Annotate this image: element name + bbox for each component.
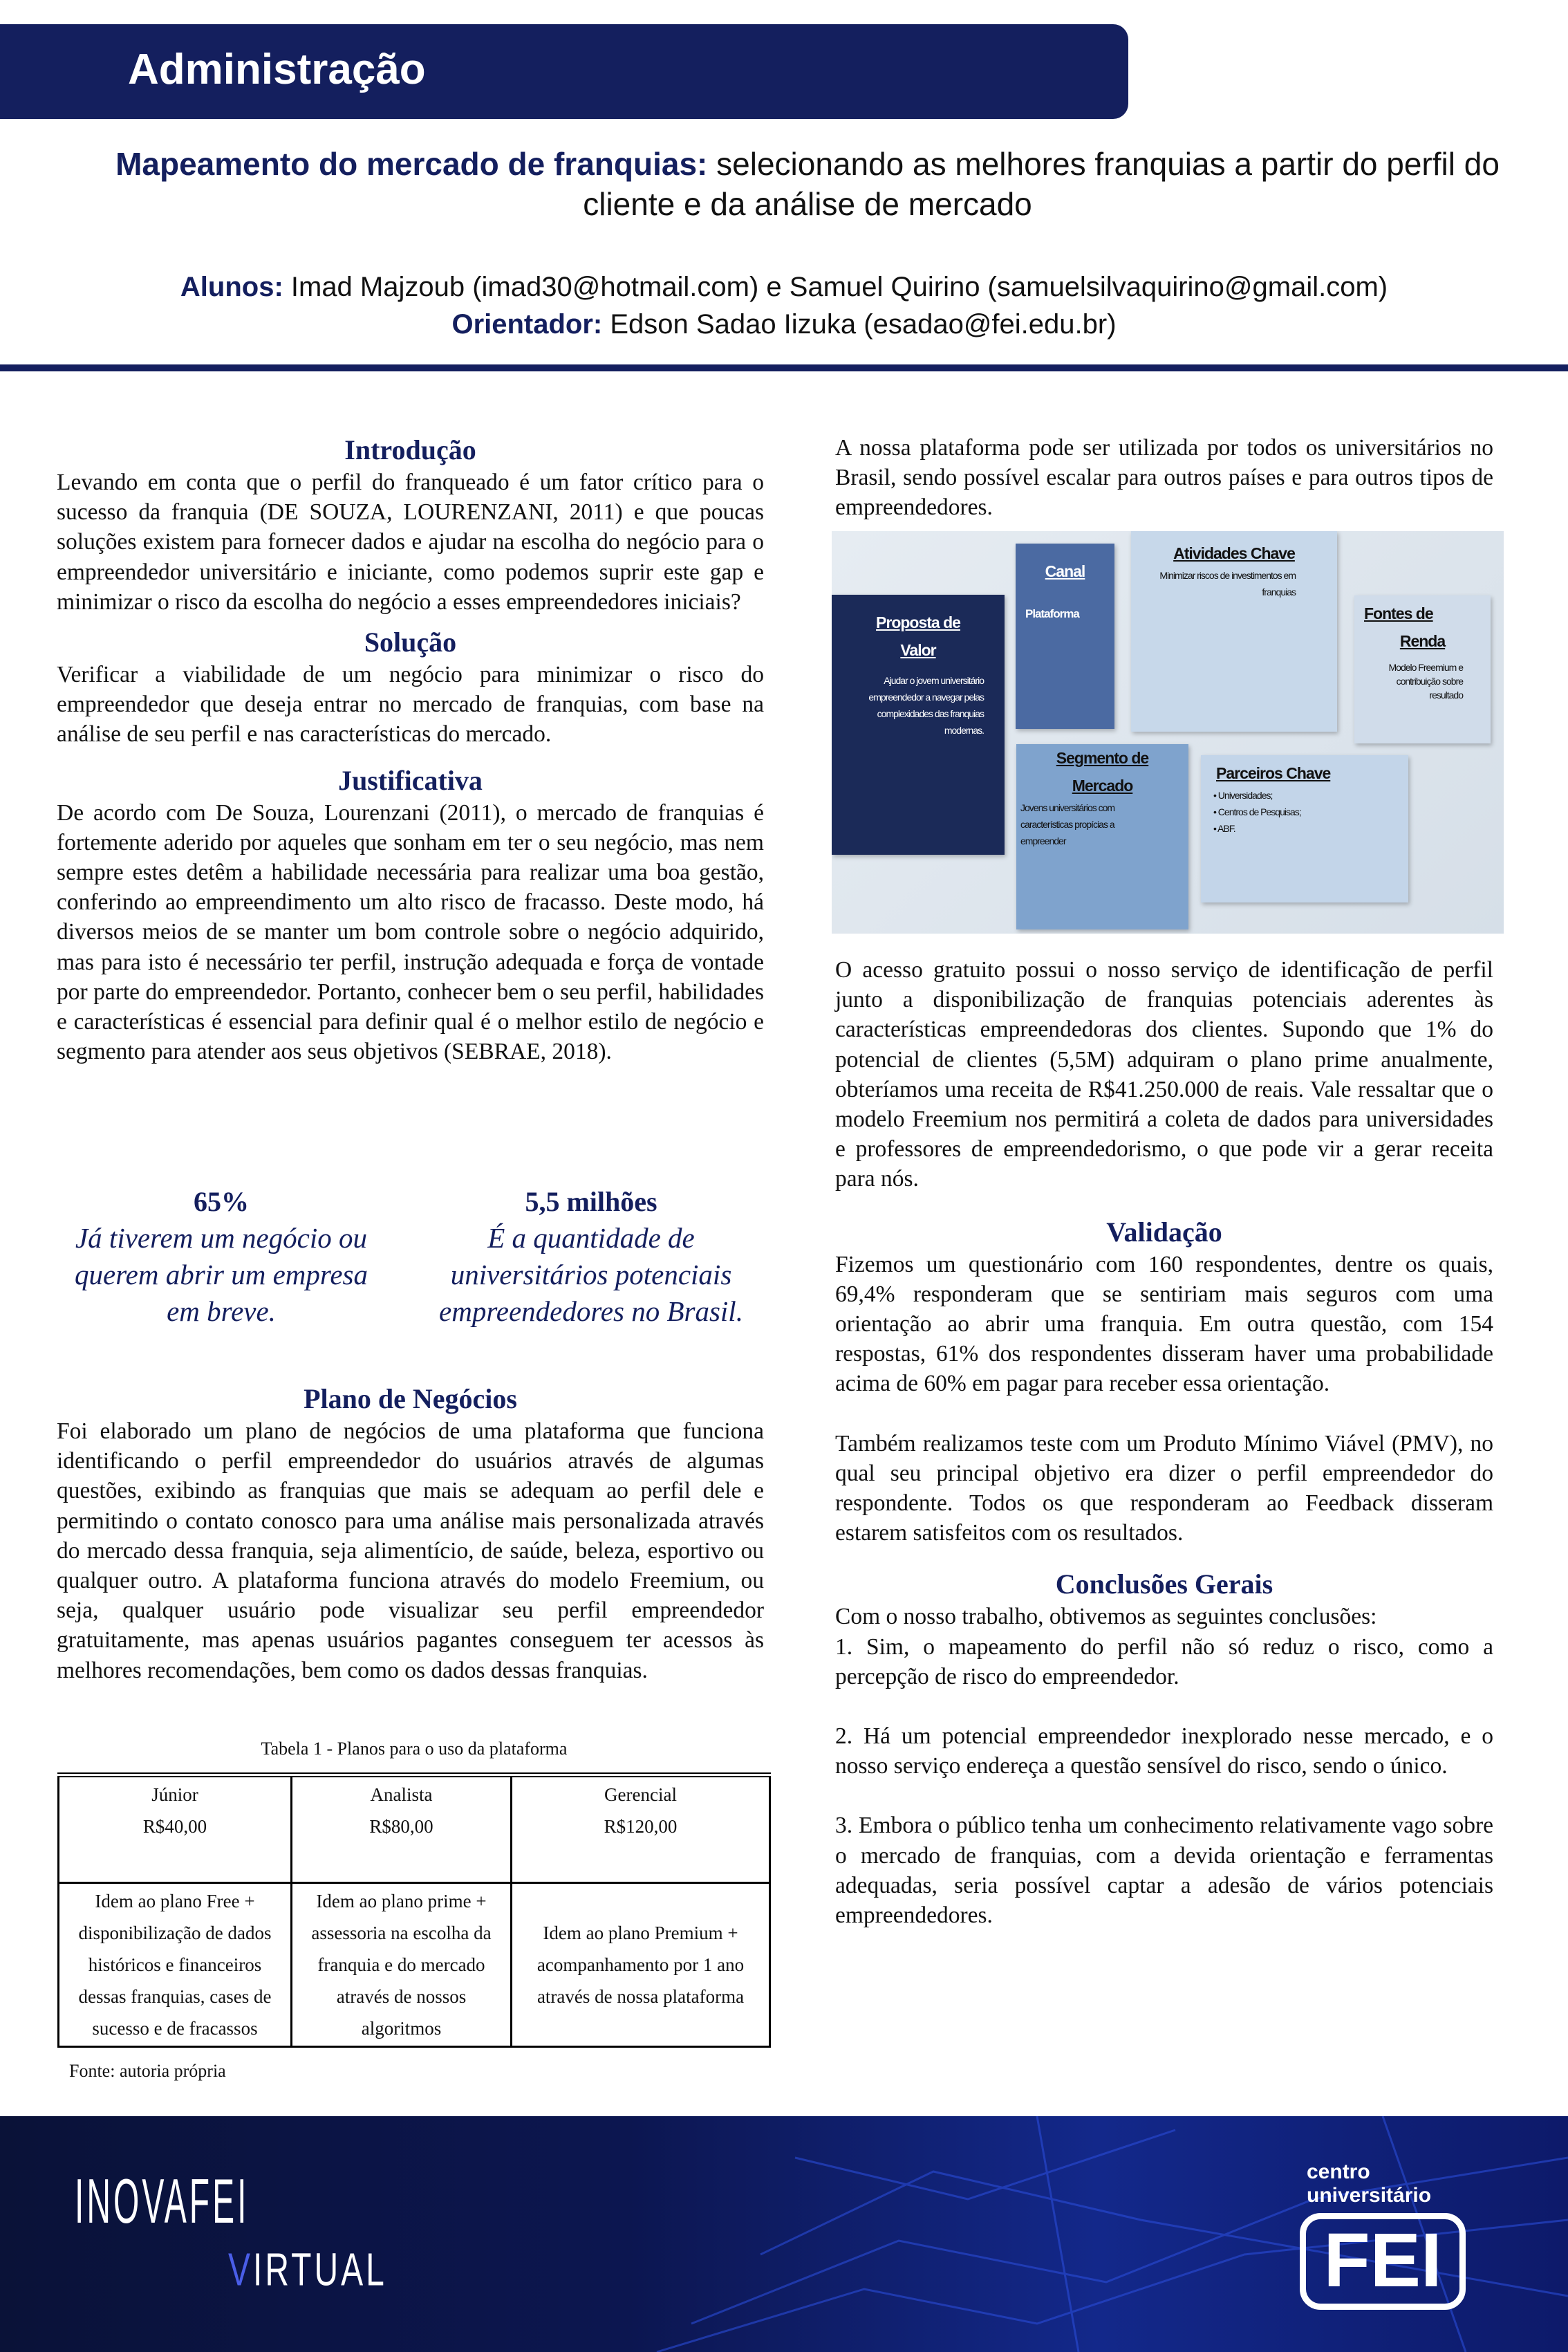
plano-text: Foi elaborado um plano de negócios de uma plataforma que funciona identificando o perfil empreendedor do usuários através de algumas questões, exibindo as franquias que mais se adequam ao perfil dele e permitindo o contato conosco para uma análise mais personalizada através do mercado dessa franquia, seja alimentício, de saúde, beleza, esportivo ou qualquer outro. A plataforma funciona através do modelo Freemium, ou seja, qualquer usuário pode visualizar seu perfil empreendedor gratuitamente, mas apenas usuários pagantes conseguem ter acessos às melhores recomendações, bem como os dados dessas franquias. [57,1418,764,1683]
fei-logo-caption: centro universitário [1307,2160,1432,2207]
heading-solucao: Solução [364,627,457,658]
area-header [0,24,1128,119]
plano-section [57,1382,764,1685]
table-caption: Tabela 1 - Planos para o uso da plataforma [261,1739,568,1759]
right-intro: A nossa plataforma pode ser utilizada por todos os universitários no Brasil, sendo possível escalar para outros países e para outros tipos de empreendedores. [835,435,1493,521]
plan-desc: Idem ao plano Premium + acompanhamento por 1 ano através de nossa plataforma [512,1883,770,2047]
card-fontes-renda: Fontes de Renda Modelo Freemium e contribuição sobre resultado [1354,595,1491,743]
left-column [57,433,764,1066]
justificativa-text: De acordo com De Souza, Lourenzani (2011), o mercado de franquias é fortemente aderido por aqueles que sonham em ter o seu negócio, mas nem sempre estes detêm a habilidade necessária para realizar uma boa gestão, conferindo ao empreendimento um alto risco de fracasso. Deste modo, há diversos meios de se manter um bom controle sobre o negócio adquirido, mas para isto é necessário ter perfil, instrução adequada e força de vontade por parte do empreendedor. Portanto, conhecer bem o seu perfil, habilidades e características é essencial para definir qual é o melhor estilo de negócio e segmento para atender aos seus objetivos (SEBRAE, 2018). [57,799,764,1065]
plan-header: Analista R$80,00 [292,1775,512,1883]
virtual-logo: VIRTUAL [228,2244,387,2296]
business-model-canvas-image [832,531,1504,934]
card-proposta-valor: Proposta de Valor Ajudar o jovem universitário empreendedor a navegar pelas complexidades das franquias modernas. [832,595,1005,855]
validacao-text-1: Fizemos um questionário com 160 respondentes, dentre os quais, 69,4% responderam que se sentiriam mais seguros com uma orientação ao abrir uma franquia. Em outra questão, com 154 respostas, 61% dos respondentes disseram haver uma probabilidade acima de 60% em pagar para receber essa orientação. [835,1251,1493,1397]
conclusion-item: 1. Sim, o mapeamento do perfil não só reduz o risco, como a percepção de risco do empreendedor. [835,1633,1493,1689]
table-source: Fonte: autoria própria [69,2061,226,2081]
intro-text: Levando em conta que o perfil do franqueado é um fator crítico para o sucesso da franquia (DE SOUZA, LOURENZANI, 2011) e que poucas soluções existem para fornecer dados e ajudar na escolha do negócio para o empreendedor universitário e iniciante, como podemos suprir este gap e minimizar o risco da escolha do negócio a esses empreendedores iniciais? [57,470,764,615]
heading-validacao: Validação [1106,1216,1222,1248]
right-section: O acesso gratuito possui o nosso serviço de identificação de perfil junto a disponibilização de franquias potenciais aderentes às características empreendedoras dos clientes. Supondo que 1% do potencial de clientes (5,5M) adquiram o plano prime anualmente, obteríamos uma receita de R$41.250.000 de reais. Vale ressaltar que o modelo Freemium nos permitirá a coleta de dados para universidades e professores de empreendedorismo, o que pode vir a gerar receita para nós. Validação Fizemos um questionário com 160 respondentes, dentre os quais, 69,4% responderam que se sentiriam mais seguros com uma orientação ao abrir uma franquia. Em outra questão, com 154 respostas, 61% dos respondentes disseram haver uma probabilidade acima de 60% em pagar para receber essa orientação. Também realizamos teste com um Produto Mínimo Viável (PMV), no qual seu principal objetivo era dizer o perfil empreendedor do respondente. Todos os que responderam ao Feedback disseram estarem satisfeitos com os resultados. Conclusões Gerais Com o nosso trabalho, obtivemos as seguintes conclusões: 1. Sim, o mapeamento do perfil não só reduz o risco, como a percepção de risco do empreendedor. 2. Há um potencial empreendedor inexplorado nesse mercado, e o nosso serviço endereça a questão sensível do risco, sendo o único. 3. Embora o público tenha um conhecimento relativamente vago sobre o mercado de franquias, com a devida orientação e ferramentas adequadas, seria possível captar a adesão de vários potenciais empreendedores. [835,955,1493,1930]
plans-table [57,1772,771,2048]
area-title: Administração [128,46,426,93]
heading-introducao: Introdução [344,434,476,465]
poster-title: Mapeamento do mercado de franquias: selecionando as melhores franquias a partir do perfil do cliente e da análise de mercado [115,146,1500,222]
stat-65: 65% Já tiverem um negócio ou querem abrir um empresa em breve. [75,1186,368,1327]
receita-text: O acesso gratuito possui o nosso serviço de identificação de perfil junto a disponibilização de franquias potenciais aderentes às características empreendedoras dos clientes. Supondo que 1% do potencial de clientes (5,5M) adquiram o plano prime anualmente, obteríamos uma receita de R$41.250.000 de reais. Vale ressaltar que o modelo Freemium nos permitirá a coleta de dados para universidades e professores de empreendedorismo, o que pode vir a gerar receita para nós. [835,957,1493,1192]
stat-5-5-milhoes: 5,5 milhões É a quantidade de universitários potenciais empreendedores no Brasil. [439,1186,743,1327]
card-parceiros-chave: Parceiros Chave • Universidades; • Centros de Pesquisas; • ABF. [1201,755,1408,902]
plan-header: Júnior R$40,00 [59,1775,292,1883]
fei-logo: FEI [1300,2213,1466,2310]
conclusion-item: 2. Há um potencial empreendedor inexplorado nesse mercado, e o nosso serviço endereça a questão sensível do risco, sendo o único. [835,1723,1493,1779]
footer-banner [0,2116,1568,2352]
plan-header: Gerencial R$120,00 [512,1775,770,1883]
card-atividades-chave: Atividades Chave Minimizar riscos de investimentos em franquias [1131,531,1337,732]
plan-desc: Idem ao plano Free + disponibilização de dados históricos e financeiros dessas franquias, cases de sucesso e de fracassos [59,1883,292,2047]
authors: Alunos: Imad Majzoub (imad30@hotmail.com) e Samuel Quirino (samuelsilvaquirino@gmail.com) Orientador: Edson Sadao Iizuka (esadao@fei.edu.br) [180,272,1388,340]
divider [0,364,1568,371]
inovafei-logo: INOVAFEI [75,2167,250,2237]
solucao-text: Verificar a viabilidade de um negócio para minimizar o risco do empreendedor que deseja entrar no mercado de franquias, com base na análise de seu perfil e nas características do mercado. [57,662,764,748]
heading-plano: Plano de Negócios [304,1383,517,1414]
card-segmento-mercado: Segmento de Mercado Jovens universitários com características propícias a empreender [1016,744,1188,929]
validacao-text-2: Também realizamos teste com um Produto Mínimo Viável (PMV), no qual seu principal objetivo era dizer o perfil empreendedor do respondente. Todos os que responderam ao Feedback disseram estarem satisfeitos com os resultados. [835,1430,1493,1546]
card-canal: Canal Plataforma [1016,544,1114,729]
heading-justificativa: Justificativa [338,764,483,796]
plan-desc: Idem ao plano prime + assessoria na escolha da franquia e do mercado através de nossos algoritmos [292,1883,512,2047]
heading-conclusoes: Conclusões Gerais [1055,1568,1273,1600]
conclusion-item: 3. Embora o público tenha um conhecimento relativamente vago sobre o mercado de franquias, com a devida orientação e ferramentas adequadas, seria possível captar a adesão de vários potenciais empreendedores. [835,1813,1493,1929]
